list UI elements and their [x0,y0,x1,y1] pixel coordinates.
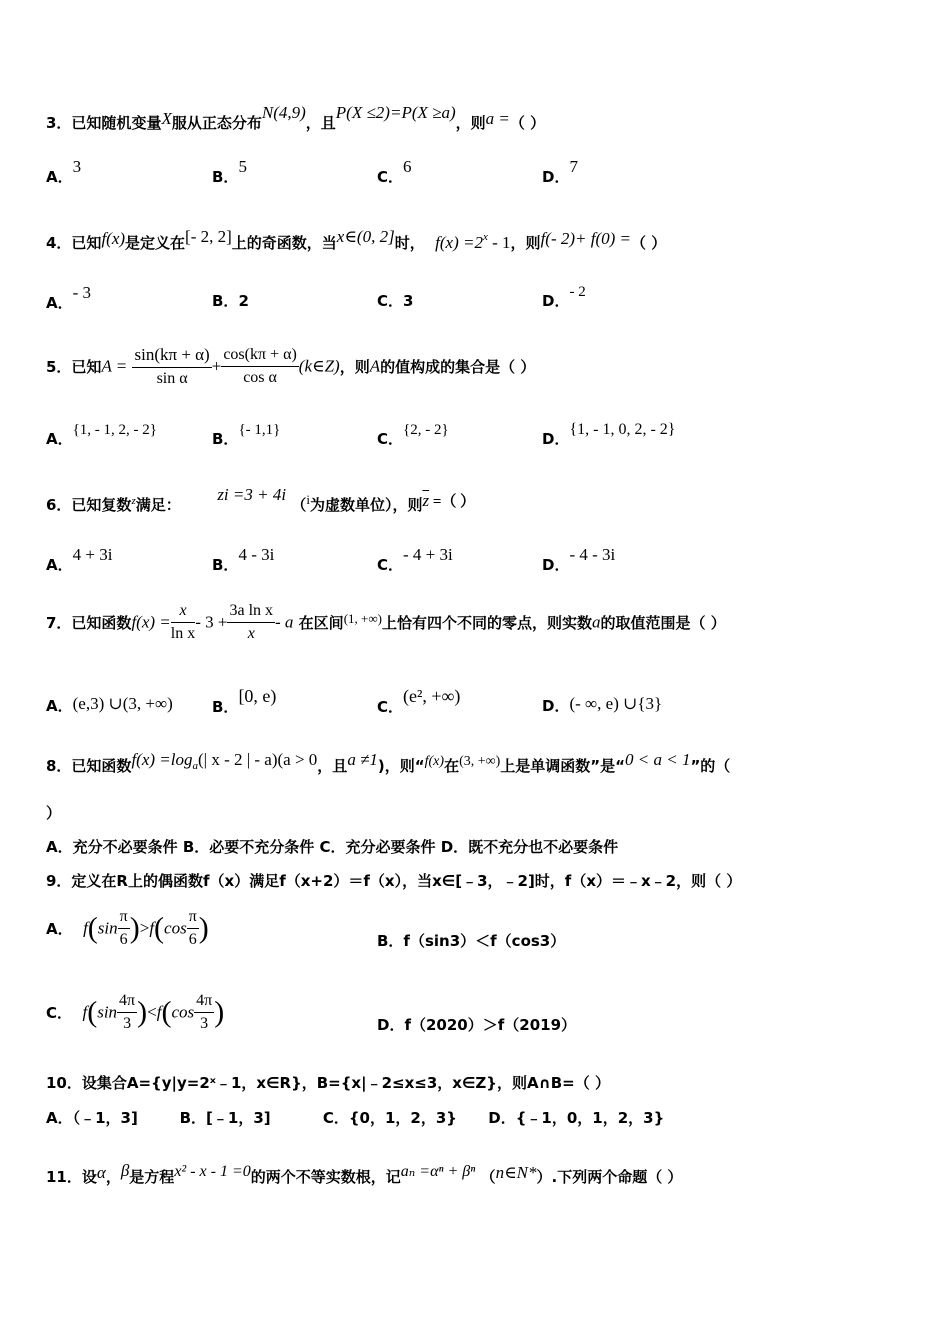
q3-dist: N(4,9) [261,103,306,122]
q10-stem: 10．设集合A={y|y=2ˣ﹣1，x∈R}，B={x|﹣2≤x≤3，x∈Z}，则A∩B=（ ） [46,1074,610,1092]
q9-option-c: C． f(sin $\frac{4\pi}{3}$ )<f(cos $\frac{4\pi}{3}$ ) [46,992,225,1032]
q5-stem: 5．已知A = $\frac{\sin(k\pi + \alpha)}{\text{sin α}}$ + $\frac{\cos(k\pi + \alpha)}{\text{cos α}}$ (k∈Z)，则A的值构成的集合是（ ） [46,345,536,387]
q9-option-d: D．f（2020）＞f（2019） [377,1016,576,1034]
q6-option-d: D．- 4 - 3i [542,545,616,574]
q6-option-c: C．- 4 + 3i [377,545,453,574]
q4-option-c: C．3 [377,292,414,310]
q7-option-a: A．(e,3) ∪(3, +∞) [46,694,173,715]
q7-option-c: C．(e², +∞) [377,686,461,716]
q7-option-d: D．(- ∞, e) ∪{3} [542,694,663,715]
q3-var: X [161,109,172,128]
q8-options: A．充分不必要条件 B．必要不充分条件 C．充分必要条件 D．既不充分也不必要条件 [46,838,619,856]
q4-option-d: D．- 2 [542,284,586,310]
q6-option-a: A．4 + 3i [46,545,113,574]
q3-cond: P(X ≤2)=P(X ≥a) [335,103,456,122]
q9-stem: 9．定义在R上的偶函数f（x）满足f（x+2）＝f（x），当x∈[﹣3，﹣2]时，f（x）＝﹣x﹣2，则（ ） [46,872,742,890]
q3-target: a = [485,109,510,128]
q7-fraction-2: $\frac{\text{3a ln x}}{x}$ [229,602,274,642]
q5-fraction-2: $\frac{\cos(k\pi + \alpha)}{\text{cos α}}$ [223,346,297,386]
q3-option-b: B．5 [212,157,247,186]
q3-stem: 3．已知随机变量X服从正态分布N(4,9)，且P(X ≤2)=P(X ≥a)，则a =（ ） [46,103,546,132]
q5-fraction-1: $\frac{\sin(k\pi + \alpha)}{\text{sin α}}$ [134,345,210,387]
q5-option-d: D．{1, - 1, 0, 2, - 2} [542,421,676,448]
q9-option-b: B．f（sin3）＜f（cos3） [377,932,566,950]
q7-option-b: B．[0, e) [212,686,277,716]
q5-option-a: A．{1, - 1, 2, - 2} [46,422,157,448]
q4-option-b: B．2 [212,292,249,310]
q3-option-c: C．6 [377,157,412,186]
q8-stem: 8．已知函数f(x) =loga(| x - 2 | - a)(a > 0，且a ≠1)，则“f(x)在(3, +∞)上是单调函数”是“0 < a < 1”的（ [46,750,731,775]
q5-option-c: C．{2, - 2} [377,422,449,448]
q8-stem-close: ） [46,804,62,822]
q5-option-b: B．{- 1,1} [212,422,281,448]
q7-fraction-1: $\frac{x}{\text{ln x}}$ [170,602,196,642]
q3-option-a: A．3 [46,157,82,186]
q6-option-b: B．4 - 3i [212,545,275,574]
q10-options: A．（﹣1，3] B．[﹣1，3] C．{0，1，2，3} D．{﹣1，0，1，2，3} [46,1109,665,1127]
q3-option-d: D．7 [542,157,578,186]
q4-stem: 4．已知f(x)是定义在[- 2, 2]上的奇函数，当x∈(0, 2]时， $f(x) =2^x - 1$，则f(- 2)+ f(0) =（ ） [46,227,667,252]
q11-stem: 11．设α，β是方程x² - x - 1 =0的两个不等实数根，记aₙ =αⁿ + βⁿ （n∈N*）.下列两个命题（ ） [46,1161,683,1186]
q7-stem: 7．已知函数f(x) = $\frac{x}{\text{ln x}}$ - 3 + $\frac{\text{3a ln x}}{x}$ - a 在区间(1, +∞)上恰有四个不同的零点，则实数a的取值范围是（ ） [46,602,726,642]
q6-stem: 6．已知复数$^z$满足： zi =3 + 4i （i为虚数单位），则$\overline{z}$ =（ ） [46,485,476,514]
q9-option-a: A． f(sin $\frac{\pi}{6}$ )>f(cos $\frac{\pi}{6}$ ) [46,908,209,948]
q4-option-a: A．- 3 [46,283,92,312]
